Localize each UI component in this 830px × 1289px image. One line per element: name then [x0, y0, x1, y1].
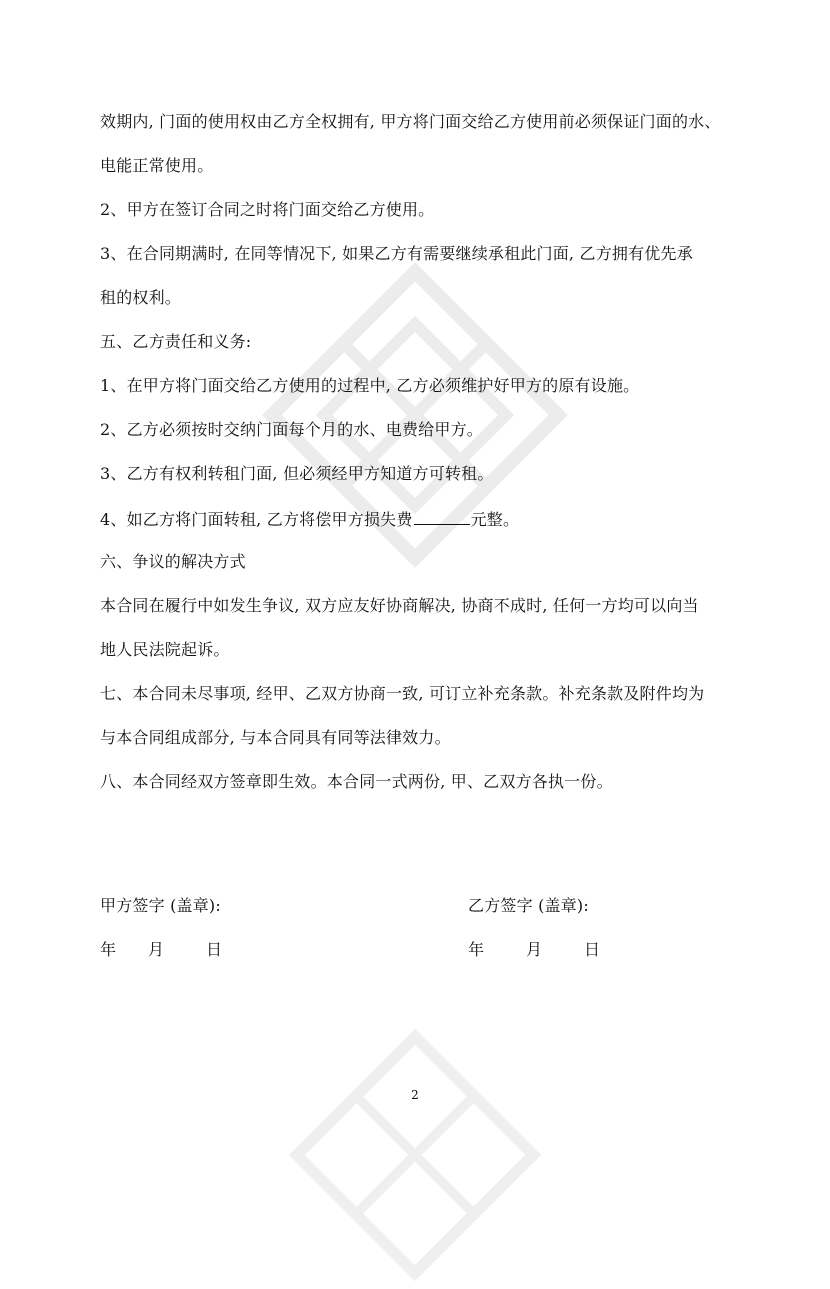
- clause-5-1: 1、在甲方将门面交给乙方使用的过程中, 乙方必须维护好甲方的原有设施。: [100, 376, 640, 395]
- section-7-text-cont: 与本合同组成部分, 与本合同具有同等法律效力。: [100, 728, 451, 747]
- watermark-logo-bottom: [281, 1021, 550, 1289]
- party-a-date-month: 月: [148, 940, 165, 959]
- party-a-signature-label: 甲方签字 (盖章):: [100, 896, 221, 915]
- clause-4-3: 3、在合同期满时, 在同等情况下, 如果乙方有需要继续承租此门面, 乙方拥有优先承: [100, 244, 693, 263]
- party-b-date-day: 日: [584, 940, 601, 959]
- clause-5-3: 3、乙方有权利转租门面, 但必须经甲方知道方可转租。: [100, 464, 494, 483]
- section-7-text: 七、本合同未尽事项, 经甲、乙双方协商一致, 可订立补充条款。补充条款及附件均为: [100, 684, 705, 703]
- clause-5-4: [100, 508, 519, 530]
- party-b-date-month: 月: [526, 940, 543, 959]
- clause-5-4-suffix: 元整。: [470, 510, 520, 529]
- party-b-signature-label: 乙方签字 (盖章):: [468, 896, 589, 915]
- compensation-amount-blank[interactable]: [414, 508, 470, 525]
- clause-5-2: 2、乙方必须按时交纳门面每个月的水、电费给甲方。: [100, 420, 483, 439]
- clause-6-text: 本合同在履行中如发生争议, 双方应友好协商解决, 协商不成时, 任何一方均可以向当: [100, 596, 699, 615]
- party-a-date-year: 年: [100, 940, 117, 959]
- party-b-date-year: 年: [468, 940, 485, 959]
- text-line-2: 电能正常使用。: [100, 156, 214, 175]
- section-6-heading: 六、争议的解决方式: [100, 552, 246, 571]
- clause-4-2: 2、甲方在签订合同之时将门面交给乙方使用。: [100, 200, 435, 219]
- clause-4-3-cont: 租的权利。: [100, 288, 182, 307]
- section-5-heading: 五、乙方责任和义务:: [100, 332, 252, 351]
- clause-5-4-text: 4、如乙方将门面转租, 乙方将偿甲方损失费: [100, 510, 413, 529]
- text-line-1: 效期内, 门面的使用权由乙方全权拥有, 甲方将门面交给乙方使用前必须保证门面的水、: [100, 112, 721, 131]
- party-a-date-day: 日: [206, 940, 223, 959]
- party-b-date: [468, 940, 600, 960]
- clause-6-text-cont: 地人民法院起诉。: [100, 640, 230, 659]
- party-a-date: [100, 940, 222, 960]
- section-8-text: 八、本合同经双方签章即生效。本合同一式两份, 甲、乙双方各执一份。: [100, 772, 613, 791]
- page-number: 2: [411, 1088, 419, 1102]
